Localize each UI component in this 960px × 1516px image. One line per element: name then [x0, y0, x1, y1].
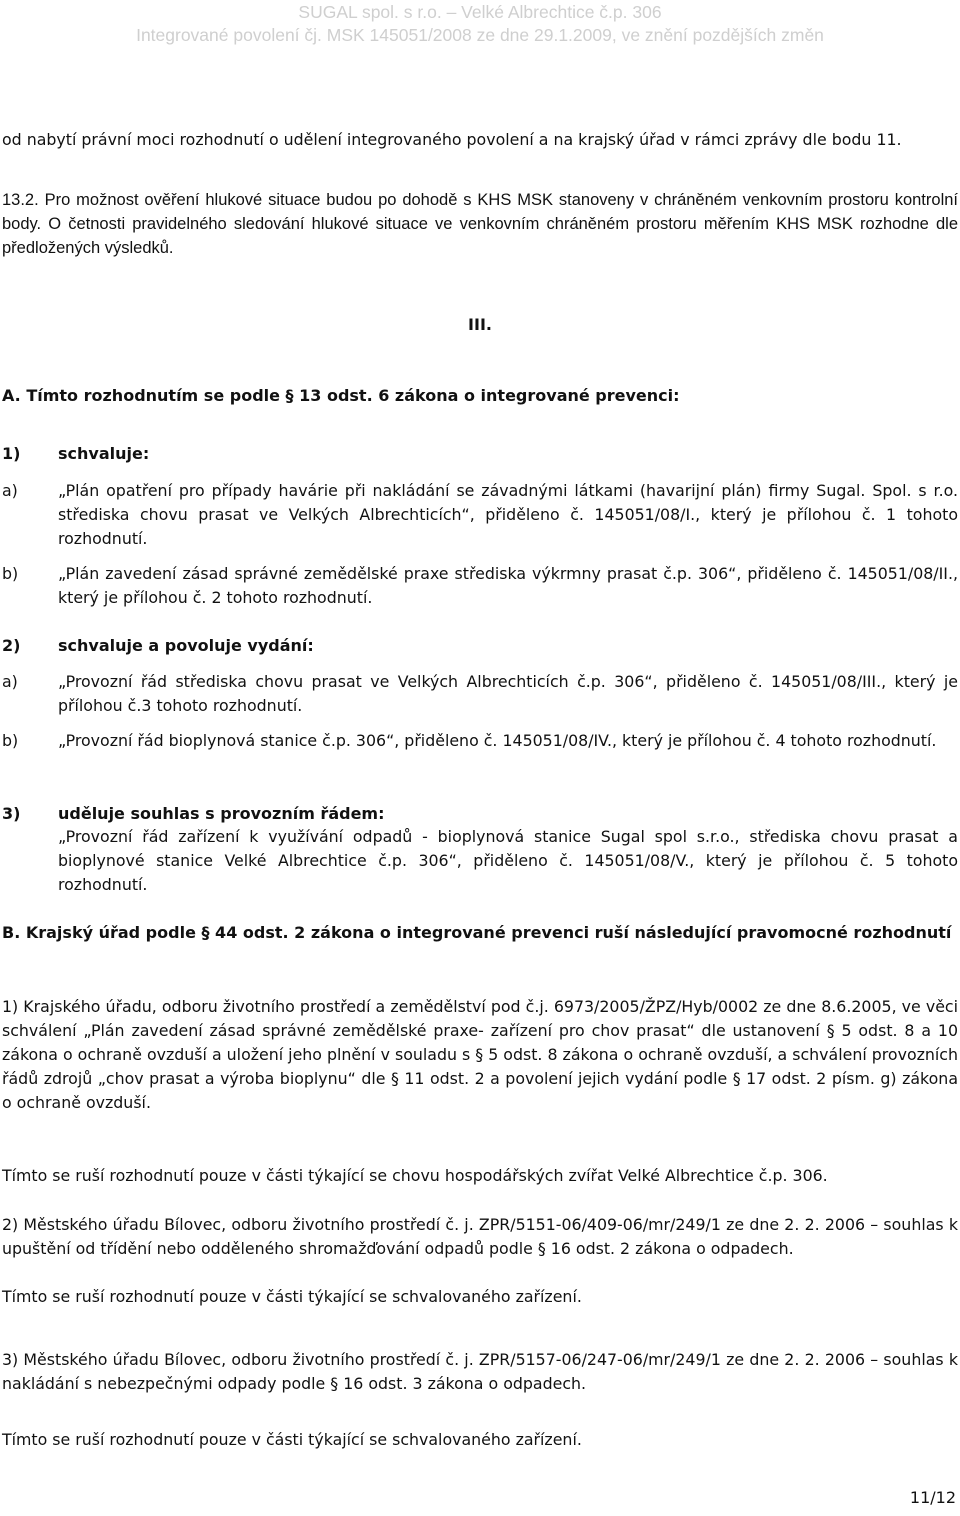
revoked-decision-2: 2) Městského úřadu Bílovec, odboru životního prostředí č. j. ZPR/5151-06/409-06/mr/249/1 ze dne 2. 2. 2006 – souhlas k upuštění od třídění nebo odděleného shromažďování odpadů podle § 16 odst. 2 zákona o odpadech.	[2, 1215, 958, 1258]
item-1-title: schvaluje:	[58, 444, 150, 463]
revoked-decision-3: 3) Městského úřadu Bílovec, odboru životního prostředí č. j. ZPR/5157-06/247-06/mr/249/1 ze dne 2. 2. 2006 – souhlas k nakládání s nebezpečnými odpady podle § 16 odst. 3 zákona o odpadech.	[2, 1350, 958, 1393]
item-2-marker: 2)	[2, 636, 21, 655]
paragraph-continuation: od nabytí právní moci rozhodnutí o udělení integrovaného povolení a na krajský úřad v rámci zprávy dle bodu 11.	[2, 130, 902, 149]
item-1-schvaluje	[2, 442, 958, 466]
item-1b-text: „Plán zavedení zásad správné zemědělské praxe střediska výkrmny prasat č.p. 306“, přiděleno č. 145051/08/II., který je přílohou č. 2 tohoto rozhodnutí.	[58, 564, 958, 607]
item-2-schvaluje-a-povoluje	[2, 634, 958, 658]
heading-b: B. Krajský úřad podle § 44 odst. 2 zákona o integrované prevenci ruší následující pravomocné rozhodnutí	[2, 923, 952, 942]
item-1a	[2, 479, 958, 551]
revoked-decision-2-note: Tímto se ruší rozhodnutí pouze v části týkající se schvalovaného zařízení.	[2, 1287, 582, 1306]
section-heading-iii: III.	[468, 315, 492, 334]
header-permit-line: Integrované povolení čj. MSK 145051/2008 ze dne 29.1.2009, ve znění pozdějších změn	[136, 25, 824, 45]
item-3-title: uděluje souhlas s provozním řádem:	[58, 804, 385, 823]
item-3-text: „Provozní řád zařízení k využívání odpadů - bioplynová stanice Sugal spol s.r.o., střediska chovu prasat a bioplynové stanice Velké Albrechtice č.p. 306“, přiděleno č. 145051/08/V., který je přílohou č. 5 tohoto rozhodnutí.	[58, 827, 958, 894]
item-1-marker: 1)	[2, 444, 21, 463]
item-1a-text: „Plán opatření pro případy havárie při nakládání se závadnými látkami (havarijní plán) firmy Sugal. Spol. s r.o. střediska chovu prasat ve Velkých Albrechticích“, přiděleno č. 145051/08/I., který je přílohou č. 1 tohoto rozhodnutí.	[58, 481, 958, 548]
heading-a: A. Tímto rozhodnutím se podle § 13 odst. 6 zákona o integrované prevenci:	[2, 386, 680, 405]
page-header	[0, 0, 960, 52]
item-2b-text: „Provozní řád bioplynová stanice č.p. 306“, přiděleno č. 145051/08/IV., který je přílohou č. 4 tohoto rozhodnutí.	[58, 731, 937, 750]
page-number: 11/12	[909, 1488, 956, 1507]
item-1b-marker: b)	[2, 564, 19, 583]
item-2a-text: „Provozní řád střediska chovu prasat ve Velkých Albrechticích č.p. 306“, přiděleno č. 145051/08/III., který je přílohou č.3 tohoto rozhodnutí.	[58, 672, 958, 715]
header-company-line: SUGAL spol. s r.o. – Velké Albrechtice č.p. 306	[298, 2, 662, 22]
paragraph-13-2-noise: 13.2. Pro možnost ověření hlukové situace budou po dohodě s KHS MSK stanoveny v chráněném venkovním prostoru kontrolní body. O četnosti pravidelného sledování hlukové situace ve venkovním chráněném prostoru měřením KHS MSK rozhodne dle předložených výsledků.	[2, 191, 958, 257]
item-3-marker: 3)	[2, 804, 21, 823]
item-3-udeluje-souhlas	[2, 802, 958, 826]
item-3-text-row	[2, 825, 958, 897]
item-2a-marker: a)	[2, 672, 18, 691]
revoked-decision-1: 1) Krajského úřadu, odboru životního prostředí a zemědělství pod č.j. 6973/2005/ŽPZ/Hyb/0002 ze dne 8.6.2005, ve věci schválení „Plán zavedení zásad správné zemědělské praxe- zařízení pro chov prasat“ dle ustanovení § 5 odst. 8 a 10 zákona o ochraně ovzduší a uložení jeho plnění v souladu s § 5 odst. 8 zákona o ochraně ovzduší, a schválení provozních řádů zdrojů „chov prasat a výroba bioplynu“ dle § 11 odst. 2 a povolení jejich vydání podle § 17 odst. 2 písm. g) zákona o ochraně ovzduší.	[2, 997, 958, 1112]
item-1b	[2, 562, 958, 610]
item-2a	[2, 670, 958, 718]
item-2-title: schvaluje a povoluje vydání:	[58, 636, 314, 655]
revoked-decision-1-note: Tímto se ruší rozhodnutí pouze v části týkající se chovu hospodářských zvířat Velké Albrechtice č.p. 306.	[2, 1166, 828, 1185]
item-2b	[2, 729, 958, 753]
item-1a-marker: a)	[2, 481, 18, 500]
item-2b-marker: b)	[2, 731, 19, 750]
revoked-decision-3-note: Tímto se ruší rozhodnutí pouze v části týkající se schvalovaného zařízení.	[2, 1430, 582, 1449]
